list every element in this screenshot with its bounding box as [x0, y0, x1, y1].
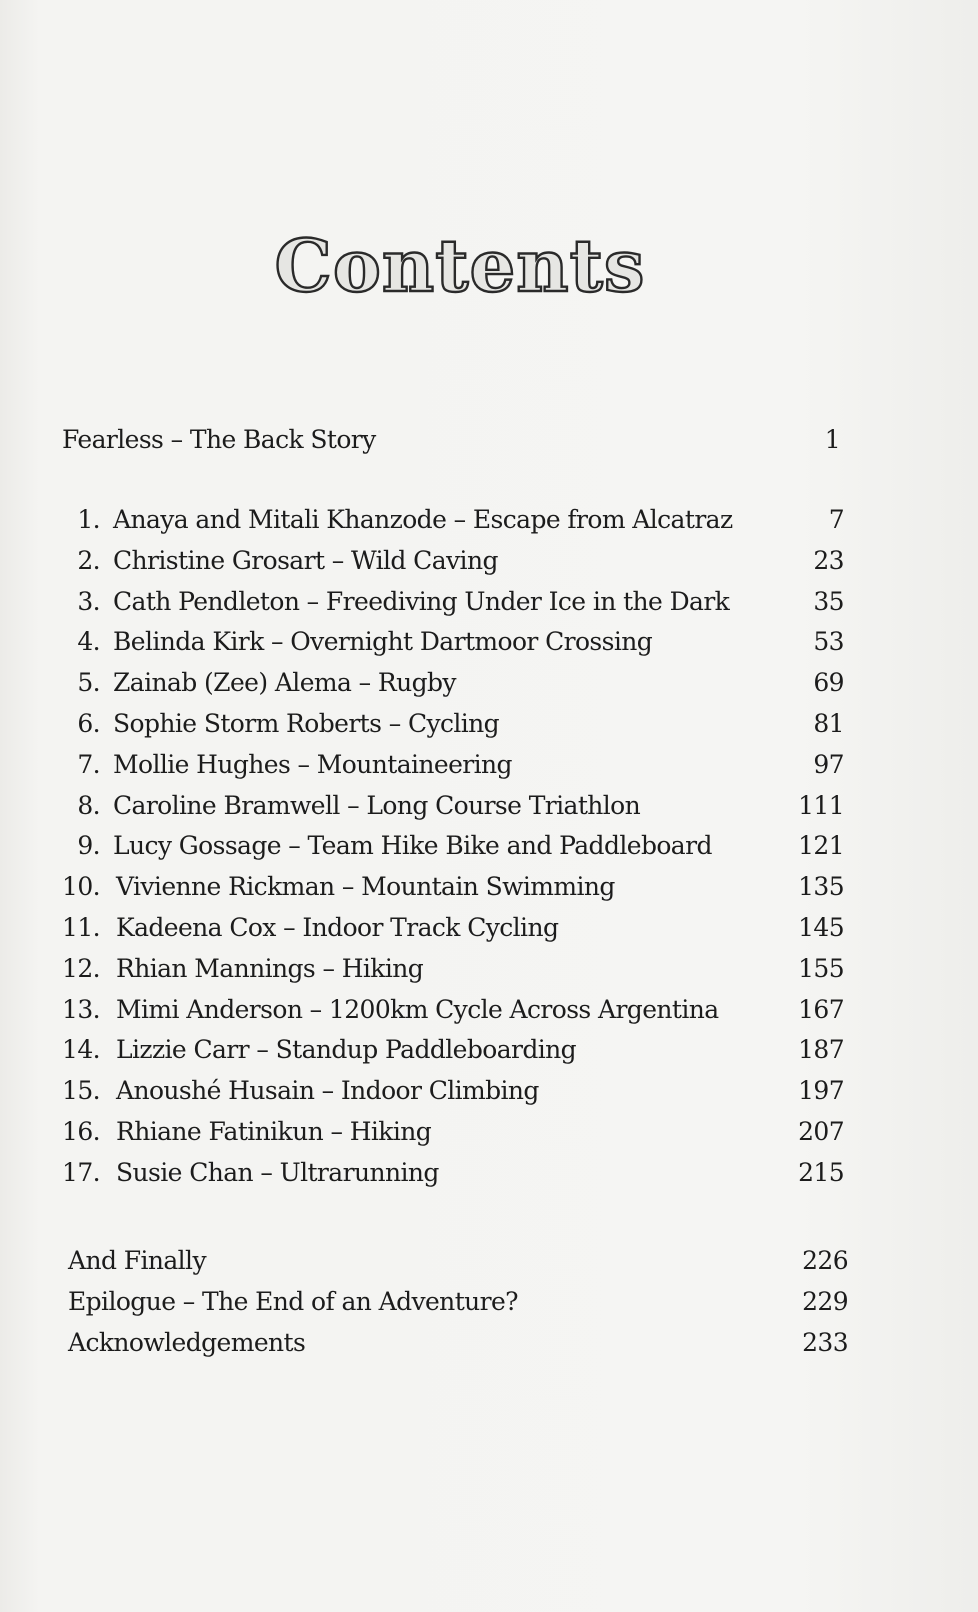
chapter-number: 2.	[77, 546, 100, 575]
page-number: 53	[813, 627, 844, 656]
chapter-title: Caroline Bramwell – Long Course Triathlon	[113, 791, 641, 820]
page-number: 111	[798, 791, 844, 820]
page-number: 145	[798, 913, 844, 942]
chapter-entry	[0, 826, 978, 866]
chapter-entry	[0, 500, 978, 540]
chapter-entry	[0, 1071, 978, 1111]
chapter-number: 12.	[62, 954, 100, 983]
chapter-entry	[0, 541, 978, 581]
chapter-number: 4.	[77, 627, 100, 656]
chapter-entry	[0, 704, 978, 744]
chapter-number: 15.	[62, 1076, 100, 1105]
back-matter-title: And Finally	[68, 1246, 206, 1275]
chapter-title: Cath Pendleton – Freediving Under Ice in the Dark	[113, 587, 730, 616]
chapter-title: Rhiane Fatinikun – Hiking	[116, 1117, 432, 1146]
chapter-number: 14.	[62, 1035, 100, 1064]
page-number: 23	[813, 546, 844, 575]
chapter-title: Sophie Storm Roberts – Cycling	[113, 709, 500, 738]
chapter-number: 8.	[77, 791, 100, 820]
chapter-title: Susie Chan – Ultrarunning	[116, 1158, 439, 1187]
page-number: 97	[813, 750, 844, 779]
page-number: 135	[798, 872, 844, 901]
page-number: 7	[828, 505, 844, 534]
page-number: 155	[798, 954, 844, 983]
page-title: Contents	[274, 223, 646, 308]
page-number: 81	[813, 709, 844, 738]
page-number: 233	[802, 1328, 848, 1357]
page-number: 69	[813, 668, 844, 697]
front-matter-title: Fearless – The Back Story	[62, 425, 376, 454]
chapter-title: Belinda Kirk – Overnight Dartmoor Crossing	[113, 627, 653, 656]
chapter-entry	[0, 1112, 978, 1152]
back-matter-title: Epilogue – The End of an Adventure?	[68, 1287, 518, 1316]
chapter-number: 6.	[77, 709, 100, 738]
page-number: 215	[798, 1158, 844, 1187]
chapter-entry	[0, 990, 978, 1030]
chapter-number: 1.	[77, 505, 100, 534]
chapter-entry	[0, 745, 978, 785]
chapter-title: Mollie Hughes – Mountaineering	[113, 750, 512, 779]
chapter-title: Lucy Gossage – Team Hike Bike and Paddleboard	[113, 831, 712, 860]
chapter-number: 9.	[77, 831, 100, 860]
chapter-title: Rhian Mannings – Hiking	[116, 954, 424, 983]
chapter-number: 13.	[62, 995, 100, 1024]
page-number: 229	[802, 1287, 848, 1316]
chapter-entry	[0, 949, 978, 989]
page-number: 226	[802, 1246, 848, 1275]
back-matter-entry	[0, 1241, 978, 1281]
page-number: 187	[798, 1035, 844, 1064]
chapter-number: 10.	[62, 872, 100, 901]
back-matter-entry	[0, 1282, 978, 1322]
chapter-entry	[0, 1030, 978, 1070]
chapter-title: Vivienne Rickman – Mountain Swimming	[116, 872, 615, 901]
page-number: 167	[798, 995, 844, 1024]
page-number: 121	[798, 831, 844, 860]
chapter-title: Kadeena Cox – Indoor Track Cycling	[116, 913, 559, 942]
page-number: 35	[813, 587, 844, 616]
chapter-title: Zainab (Zee) Alema – Rugby	[113, 668, 456, 697]
page-number: 207	[798, 1117, 844, 1146]
chapter-entry	[0, 663, 978, 703]
chapter-entry	[0, 786, 978, 826]
back-matter-title: Acknowledgements	[68, 1328, 306, 1357]
chapter-number: 3.	[77, 587, 100, 616]
chapter-entry	[0, 908, 978, 948]
chapter-entry	[0, 1153, 978, 1193]
chapter-title: Anaya and Mitali Khanzode – Escape from Alcatraz	[113, 505, 733, 534]
chapter-title: Mimi Anderson – 1200km Cycle Across Argentina	[116, 995, 719, 1024]
chapter-title: Anoushé Husain – Indoor Climbing	[116, 1076, 539, 1105]
page-number: 197	[798, 1076, 844, 1105]
chapter-title: Christine Grosart – Wild Caving	[113, 546, 498, 575]
chapter-number: 11.	[62, 913, 100, 942]
chapter-number: 16.	[62, 1117, 100, 1146]
chapter-entry	[0, 867, 978, 907]
chapter-number: 17.	[62, 1158, 100, 1187]
chapter-number: 7.	[77, 750, 100, 779]
chapter-entry	[0, 582, 978, 622]
front-matter-entry	[0, 420, 978, 460]
page-number: 1	[824, 425, 840, 454]
chapter-number: 5.	[77, 668, 100, 697]
chapter-entry	[0, 622, 978, 662]
back-matter-entry	[0, 1323, 978, 1363]
chapter-title: Lizzie Carr – Standup Paddleboarding	[116, 1035, 577, 1064]
